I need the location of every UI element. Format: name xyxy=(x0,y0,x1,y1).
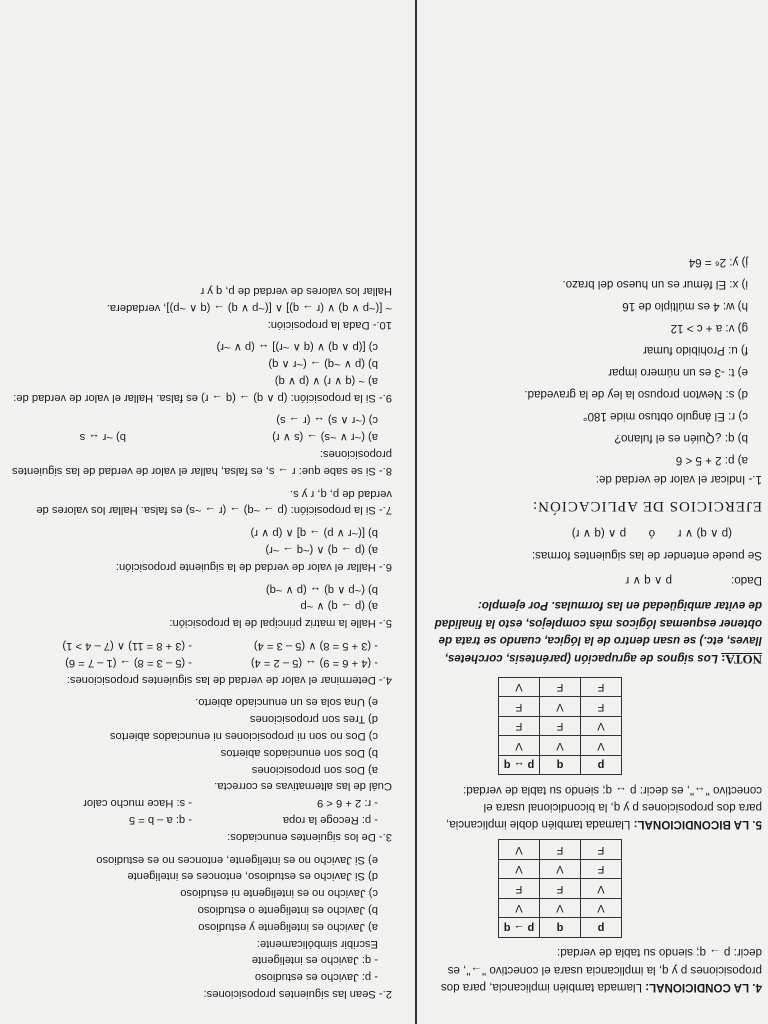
cell: V xyxy=(499,859,540,879)
exercise-3-p: - p: Recoge la ropa xyxy=(282,814,378,827)
conditional-paragraph xyxy=(432,944,762,996)
list-item: g) v: a + c > 12 xyxy=(670,321,748,335)
section-biconditional xyxy=(432,677,762,834)
header-q: q xyxy=(540,918,581,938)
cell: F xyxy=(581,677,622,697)
exercise-1-title: 1.- Indicar el valor de verdad de: xyxy=(595,473,762,487)
cell: V xyxy=(540,697,581,717)
cell: V xyxy=(540,859,581,879)
cell: F xyxy=(499,879,540,899)
cell: V xyxy=(499,736,540,756)
forms-line xyxy=(432,525,762,542)
exercise-8-a: a) (~r ∨ ~s) → (s ∨ r) xyxy=(272,431,378,444)
exercises-heading: EJERCICIOS DE APLICACIÓN: xyxy=(531,497,762,514)
cell: V xyxy=(581,736,622,756)
table-row xyxy=(499,879,622,899)
exercise-4-title: 4.- Determinar el valor de verdad de las siguientes proposiciones: xyxy=(66,673,392,686)
list-item: f) u: Prohibido fumar xyxy=(642,343,748,357)
cell: V xyxy=(499,677,540,697)
biconditional-text: Llamada también doble implicancia, para dos proposiciones p y q, la bicondicional usara el conectivo "↔", es decir: p ↔ q; siendo su tabla de verdad: xyxy=(446,783,762,832)
cell: F xyxy=(581,840,622,860)
cell: F xyxy=(540,716,581,736)
exercise-5-list xyxy=(6,581,392,615)
cell: V xyxy=(499,840,540,860)
header-p: p xyxy=(581,918,622,938)
exercise-3-r: - r: 2 + 6 < 9 xyxy=(317,797,378,810)
exercise-1-list xyxy=(432,251,762,471)
table-row xyxy=(499,677,622,697)
exercise-3-row xyxy=(6,811,392,828)
exercise-2-title: 2.- Sean las siguientes proposiciones: xyxy=(203,988,392,1000)
table-row xyxy=(499,697,622,717)
dado-label: Dado: xyxy=(731,573,762,587)
cell: F xyxy=(540,879,581,899)
cell: F xyxy=(540,677,581,697)
list-item: a) (p → q) ∨ ~p xyxy=(300,600,378,613)
exercise-4-item: - (3 + 5 = 8) ∨ (5 – 3 = 4) xyxy=(253,640,378,653)
list-item: i) x: El fémur es un hueso del brazo. xyxy=(562,277,748,291)
section-conditional xyxy=(432,839,762,996)
exercise-3-row xyxy=(6,794,392,811)
list-item: d) Tres son proposiciones xyxy=(249,713,378,726)
right-column xyxy=(6,18,392,1002)
list-item: b) (~p ∧ q) ↔ (p ∨ ~q) xyxy=(265,583,378,596)
list-item: a) ~ (q ∨ r) ∨ (p ∨ q) xyxy=(274,374,378,387)
header-q: q xyxy=(540,755,581,775)
list-item: a) Dos son proposiciones xyxy=(251,763,378,776)
conditional-truth-table xyxy=(498,839,622,938)
list-item: b) q: ¿Quién es el fulano? xyxy=(614,431,748,445)
biconditional-title: 5. LA BICONDICIONAL: xyxy=(633,818,762,832)
dado-expression: p ∧ q ∨ r xyxy=(625,573,672,587)
header-p-iff-q: p ↔ q xyxy=(499,755,540,775)
exercise-8-c: c) (~r ∧ s) ↔ (r → s) xyxy=(276,414,378,427)
list-item: d) s: Newton propuso la ley de la gravedad. xyxy=(524,387,748,401)
cell: V xyxy=(581,898,622,918)
exercise-3-title: 3.- De los siguientes enunciados: xyxy=(227,830,392,843)
table-row xyxy=(499,859,622,879)
exercise-6-list xyxy=(6,524,392,558)
exercise-4-row xyxy=(6,637,392,654)
form-a: (p ∧ q) ∨ r xyxy=(677,527,732,541)
exercise-8-b: b) ~r ↔ s xyxy=(79,431,126,444)
exercise-3-s: - s: Hace mucho calor xyxy=(83,797,192,810)
list-item: a) Javicho es inteligente y estudioso xyxy=(198,920,378,933)
exercise-8-row xyxy=(6,429,392,446)
list-item: a) (p → q) ∧ (~q → ~r) xyxy=(265,544,378,557)
exercise-2-list xyxy=(6,851,392,935)
list-item: b) Dos son enunciados abiertos xyxy=(220,746,378,759)
list-item: e) t: -3 es un número impar xyxy=(608,365,748,379)
exercise-6-title: 6.- Hallar el valor de verdad de la siguiente proposición: xyxy=(115,560,392,573)
table-row xyxy=(499,736,622,756)
list-item: j) y: 2⁶ = 64 xyxy=(688,255,748,269)
exercise-4-row xyxy=(6,654,392,671)
exercise-8-title: 8.- Si se sabe que: r → s, es falsa, hallar el valor de verdad de las siguientes proposiciones: xyxy=(12,448,392,477)
list-item: c) Dos no son ni proposiciones ni enunciados abiertos xyxy=(109,730,378,743)
cell: V xyxy=(540,736,581,756)
list-item: b) [(~r ∨ p) → q] ∧ (p ∨ r) xyxy=(250,527,378,540)
exercise-4-item: - (3 + 8 = 11) ∧ (7 – 4 > 1) xyxy=(62,640,192,653)
list-item: a) p: 2 + 5 < 6 xyxy=(675,453,748,467)
table-row xyxy=(499,898,622,918)
list-item: h) w: 4 es múltiplo de 16 xyxy=(622,299,748,313)
cell: F xyxy=(540,840,581,860)
exercise-3-q: - q: a – b = 5 xyxy=(128,814,192,827)
exercise-10-instruction: Hallar los valores de verdad de p, q y r xyxy=(200,284,392,297)
nota-paragraph xyxy=(432,597,762,669)
exercise-2-prop-q: - q: Javicho es inteligente xyxy=(251,954,378,967)
forms-intro: Se puede entender de las siguientes formas: xyxy=(531,548,762,562)
cell: F xyxy=(499,716,540,736)
list-item: b) Javicho es inteligente o estudioso xyxy=(197,904,378,917)
exercise-2-prop-p: - p: Javicho es estudioso xyxy=(254,971,378,984)
exercise-4-item: - (5 – 3 = 8) → (1 – 7 = 6) xyxy=(65,656,192,669)
cell: F xyxy=(499,697,540,717)
nota-label: NOTA: xyxy=(721,651,762,667)
conditional-title: 4. LA CONDICIONAL: xyxy=(645,981,762,994)
table-row xyxy=(499,716,622,736)
cell: V xyxy=(581,716,622,736)
list-item: b) (p ∨ ~q) → (~r ∧ q) xyxy=(268,358,378,371)
exercise-9-title: 9.- Si la proposición: (p ∧ q) → (q → r) es falsa. Hallar el valor de verdad de: xyxy=(13,391,392,404)
cell: F xyxy=(581,859,622,879)
cell: V xyxy=(499,898,540,918)
exercise-9-list xyxy=(6,339,392,389)
truth-table-header-row xyxy=(499,918,622,938)
exercise-5-title: 5.- Halle la matriz principal de la proposición: xyxy=(169,617,392,630)
conditional-text: Llamada también implicancia, para dos proposiciones p y q, la implicancia usara el conectivo "→", es decir: p → q; siendo su tabla de verdad: xyxy=(440,946,762,994)
exercise-4-item: - (4 + 6 = 9) ↔ (5 – 2 = 4) xyxy=(250,656,378,669)
biconditional-truth-table xyxy=(498,677,622,776)
header-p-implies-q: p → q xyxy=(499,918,540,938)
list-item: c) [(p ∧ q) ∨ (q ∧ ~r)] ↔ (p ∨ ~r) xyxy=(216,341,378,354)
biconditional-paragraph xyxy=(432,781,762,833)
exercise-7-title: 7.- Si la proposición: (p → ~q) → (r → ~s) es falsa. Hallar los valores de verdad de p, q, r y s. xyxy=(36,487,392,517)
exercise-3-list xyxy=(6,694,392,778)
cell: V xyxy=(581,879,622,899)
exercise-10-title: 10.- Dada la proposición: xyxy=(267,318,392,331)
list-item: e) Una sola es un enunciado abierto. xyxy=(195,696,378,709)
header-p: p xyxy=(581,755,622,775)
cell: F xyxy=(581,697,622,717)
left-column xyxy=(432,18,762,1002)
exercise-3-instruction: Cuál de las alternativas es correcta. xyxy=(214,780,392,793)
exercise-10-expression: ~ [(~p ∨ q) ∨ (r → q)] ∧ [(~p ∨ q) → (q ∧ ~p)], verdadera. xyxy=(106,301,392,314)
nota-text: Los signos de agrupación (paréntesis, corchetes, llaves, etc.) se usan dentro de la lógica, cuando se trata de obtener esquemas lógicos más complejos, esto la finalidad de evitar ambigüedad en las formulas. Por ejemplo: xyxy=(434,599,762,665)
list-item: d) Si Javicho es estudioso, entonces es inteligente xyxy=(127,870,378,883)
exercise-2-instruction: Escribir simbólicamente: xyxy=(256,937,378,950)
list-item: e) Si Javicho no es inteligente, entonces no es estudioso xyxy=(96,853,378,866)
truth-table-header-row xyxy=(499,755,622,775)
list-item: c) r: El ángulo obtuso mide 180° xyxy=(582,409,748,423)
table-row xyxy=(499,840,622,860)
cell: V xyxy=(540,898,581,918)
column-divider xyxy=(415,0,417,1024)
list-item: c) Javicho no es inteligente ni estudioso xyxy=(180,887,378,900)
form-or: ó xyxy=(648,527,656,541)
dado-line xyxy=(432,572,762,589)
form-b: p ∧ (q ∨ r) xyxy=(571,527,627,541)
